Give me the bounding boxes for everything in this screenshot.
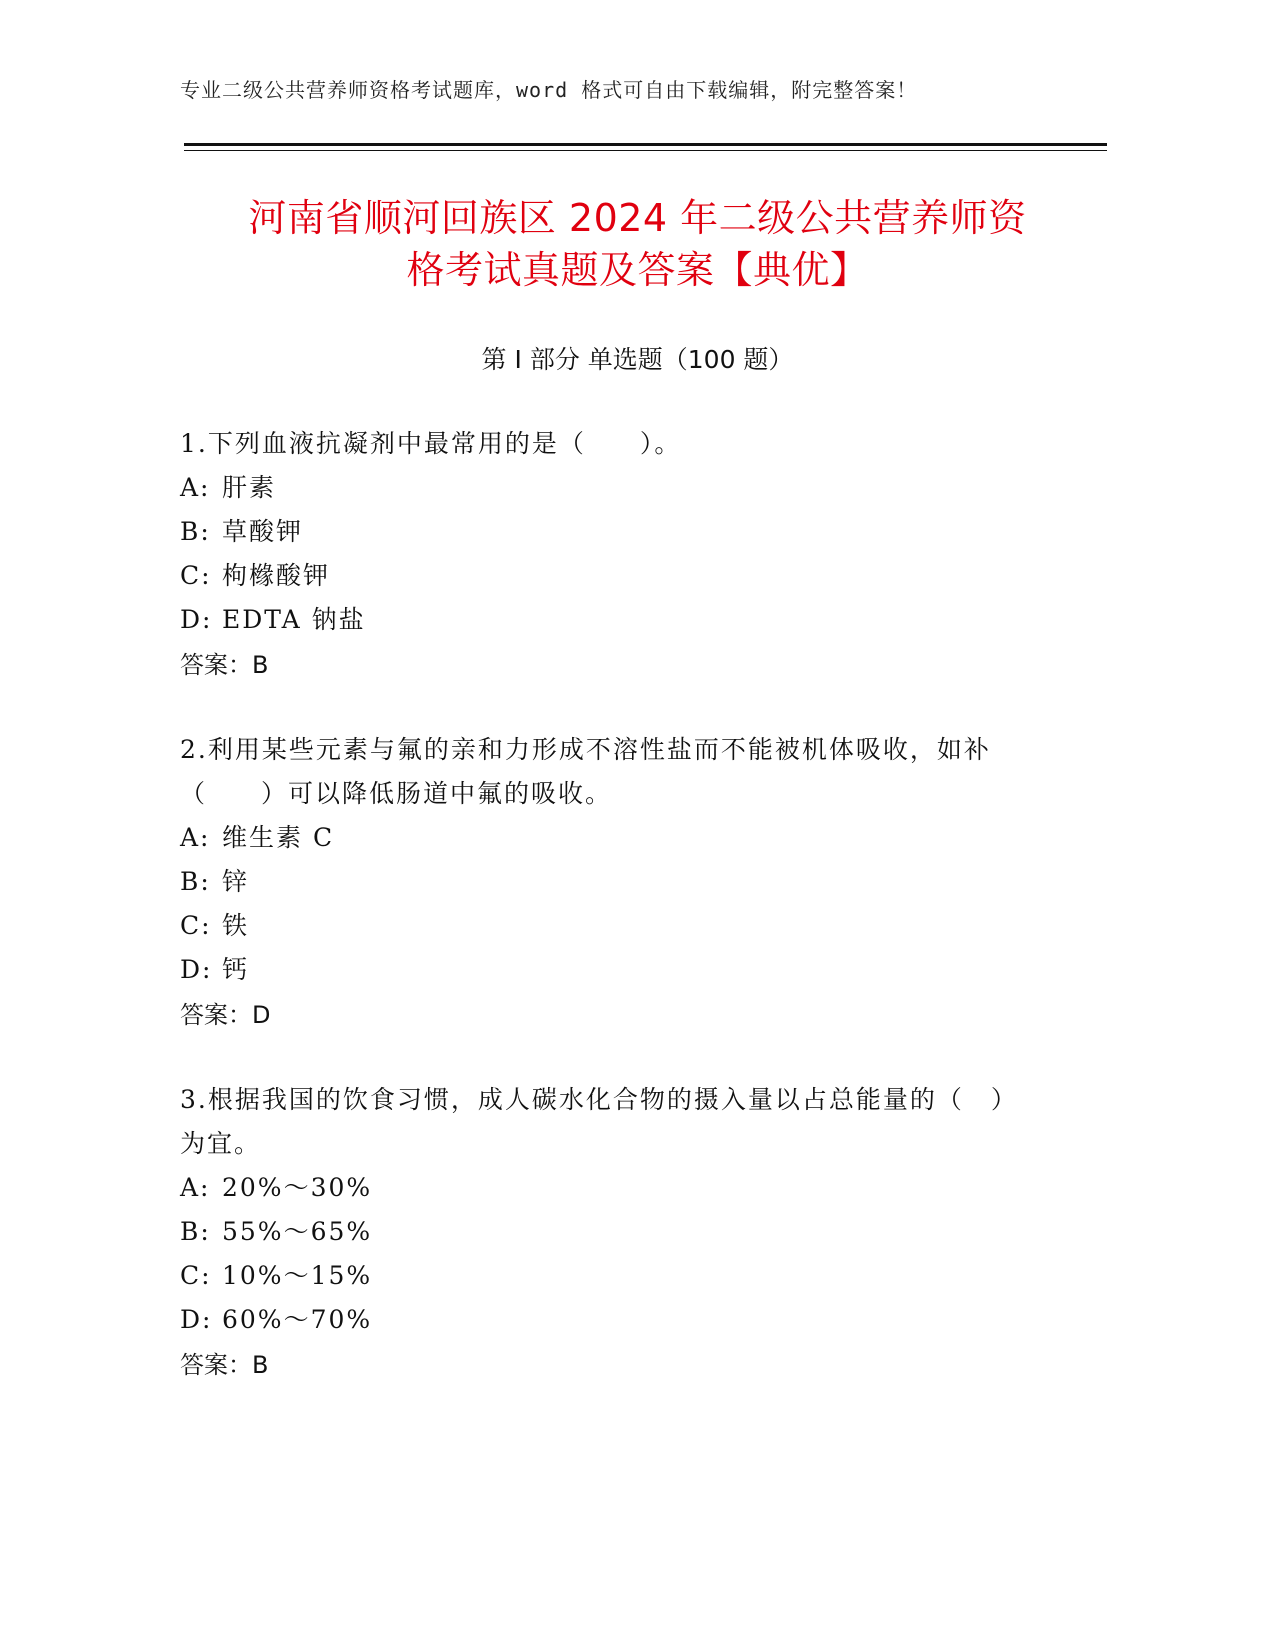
option-text: 20%～30% <box>222 1173 373 1202</box>
header-note: 专业二级公共营养师资格考试题库，word 格式可自由下载编辑，附完整答案！ <box>180 78 918 102</box>
title-line-2: 格考试真题及答案【典优】 <box>406 248 869 292</box>
option-c <box>180 554 1040 598</box>
option-key: C: <box>180 1261 212 1290</box>
option-b <box>180 1210 1040 1254</box>
question-1 <box>180 422 1040 688</box>
option-a <box>180 1166 1040 1210</box>
question-stem: 3.根据我国的饮食习惯，成人碳水化合物的摄入量以占总能量的（ ）为宜。 <box>180 1085 1018 1158</box>
option-key: D: <box>180 605 213 634</box>
header-rule-thin <box>184 150 1107 151</box>
option-key: A: <box>180 1173 211 1202</box>
option-d <box>180 948 1040 992</box>
option-text: 锌 <box>222 867 250 896</box>
option-key: D: <box>180 1305 213 1334</box>
option-key: B: <box>180 867 211 896</box>
option-key: A: <box>180 473 211 502</box>
option-text: 铁 <box>222 911 250 940</box>
answer: 答案：B <box>180 651 269 679</box>
option-a <box>180 466 1040 510</box>
header-rule-thick <box>184 143 1107 146</box>
option-text: 60%～70% <box>222 1305 373 1334</box>
option-c <box>180 904 1040 948</box>
option-c <box>180 1254 1040 1298</box>
option-text: 肝素 <box>222 473 277 502</box>
option-key: C: <box>180 561 212 590</box>
option-b <box>180 510 1040 554</box>
answer: 答案：B <box>180 1351 269 1379</box>
option-text: 维生素 C <box>222 823 335 852</box>
option-key: B: <box>180 517 211 546</box>
option-text: 枸橼酸钾 <box>222 561 331 590</box>
option-d <box>180 1298 1040 1342</box>
option-d <box>180 598 1040 642</box>
option-key: A: <box>180 823 211 852</box>
option-text: 钙 <box>222 955 250 984</box>
answer: 答案：D <box>180 1001 271 1029</box>
option-text: EDTA 钠盐 <box>222 605 366 634</box>
title-line-1: 河南省顺河回族区 2024 年二级公共营养师资 <box>248 196 1027 240</box>
question-stem: 1.下列血液抗凝剂中最常用的是（ ）。 <box>180 429 682 458</box>
option-key: B: <box>180 1217 211 1246</box>
option-text: 55%～65% <box>222 1217 373 1246</box>
option-key: C: <box>180 911 212 940</box>
option-text: 10%～15% <box>222 1261 373 1290</box>
option-a <box>180 816 1040 860</box>
document-title <box>150 192 1125 296</box>
question-list <box>180 422 1040 1428</box>
question-2 <box>180 728 1040 1038</box>
question-3 <box>180 1078 1040 1388</box>
question-stem: 2.利用某些元素与氟的亲和力形成不溶性盐而不能被机体吸收，如补（ ）可以降低肠道中氟的吸收。 <box>180 735 991 808</box>
section-heading: 第 I 部分 单选题（100 题） <box>481 345 794 374</box>
option-text: 草酸钾 <box>222 517 304 546</box>
option-b <box>180 860 1040 904</box>
option-key: D: <box>180 955 213 984</box>
